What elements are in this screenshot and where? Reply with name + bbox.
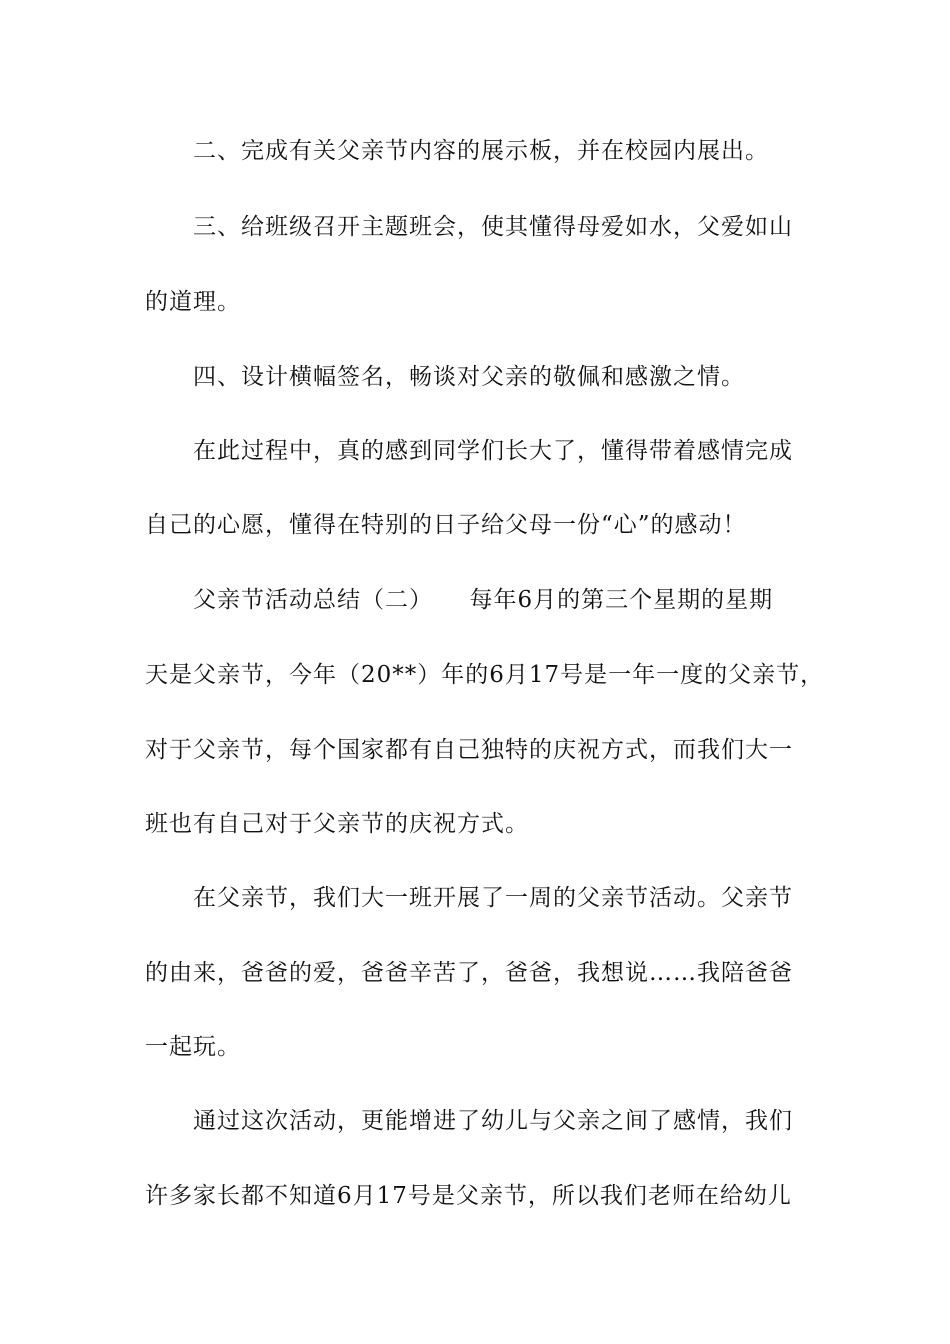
paragraph-line: 自己的心愿，懂得在特别的日子给父母一份“心”的感动！ — [145, 512, 747, 538]
paragraph-line: 二、完成有关父亲节内容的展示板，并在校园内展出。 — [193, 138, 769, 164]
section-heading-line: 父亲节活动总结（二） 每年6月的第三个星期的星期 — [193, 587, 774, 613]
paragraph-line: 四、设计横幅签名，畅谈对父亲的敬佩和感激之情。 — [193, 364, 745, 390]
paragraph-line: 三、给班级召开主题班会，使其懂得母爱如水，父爱如山 — [193, 214, 793, 240]
paragraph-line: 一起玩。 — [145, 1034, 241, 1060]
paragraph-line: 在此过程中，真的感到同学们长大了，懂得带着感情完成 — [193, 438, 793, 464]
paragraph-line: 通过这次活动，更能增进了幼儿与父亲之间了感情，我们 — [193, 1108, 793, 1134]
paragraph-line: 在父亲节，我们大一班开展了一周的父亲节活动。父亲节 — [193, 885, 793, 911]
paragraph-line: 的道理。 — [145, 289, 241, 315]
paragraph-line: 的由来，爸爸的爱，爸爸辛苦了，爸爸，我想说……我陪爸爸 — [145, 960, 793, 986]
paragraph-line: 天是父亲节，今年（20**）年的6月17号是一年一度的父亲节， — [145, 662, 825, 688]
paragraph-line: 许多家长都不知道6月17号是父亲节，所以我们老师在给幼儿 — [145, 1183, 792, 1209]
paragraph-line: 班也有自己对于父亲节的庆祝方式。 — [145, 811, 529, 837]
paragraph-line: 对于父亲节，每个国家都有自己独特的庆祝方式，而我们大一 — [145, 737, 793, 763]
